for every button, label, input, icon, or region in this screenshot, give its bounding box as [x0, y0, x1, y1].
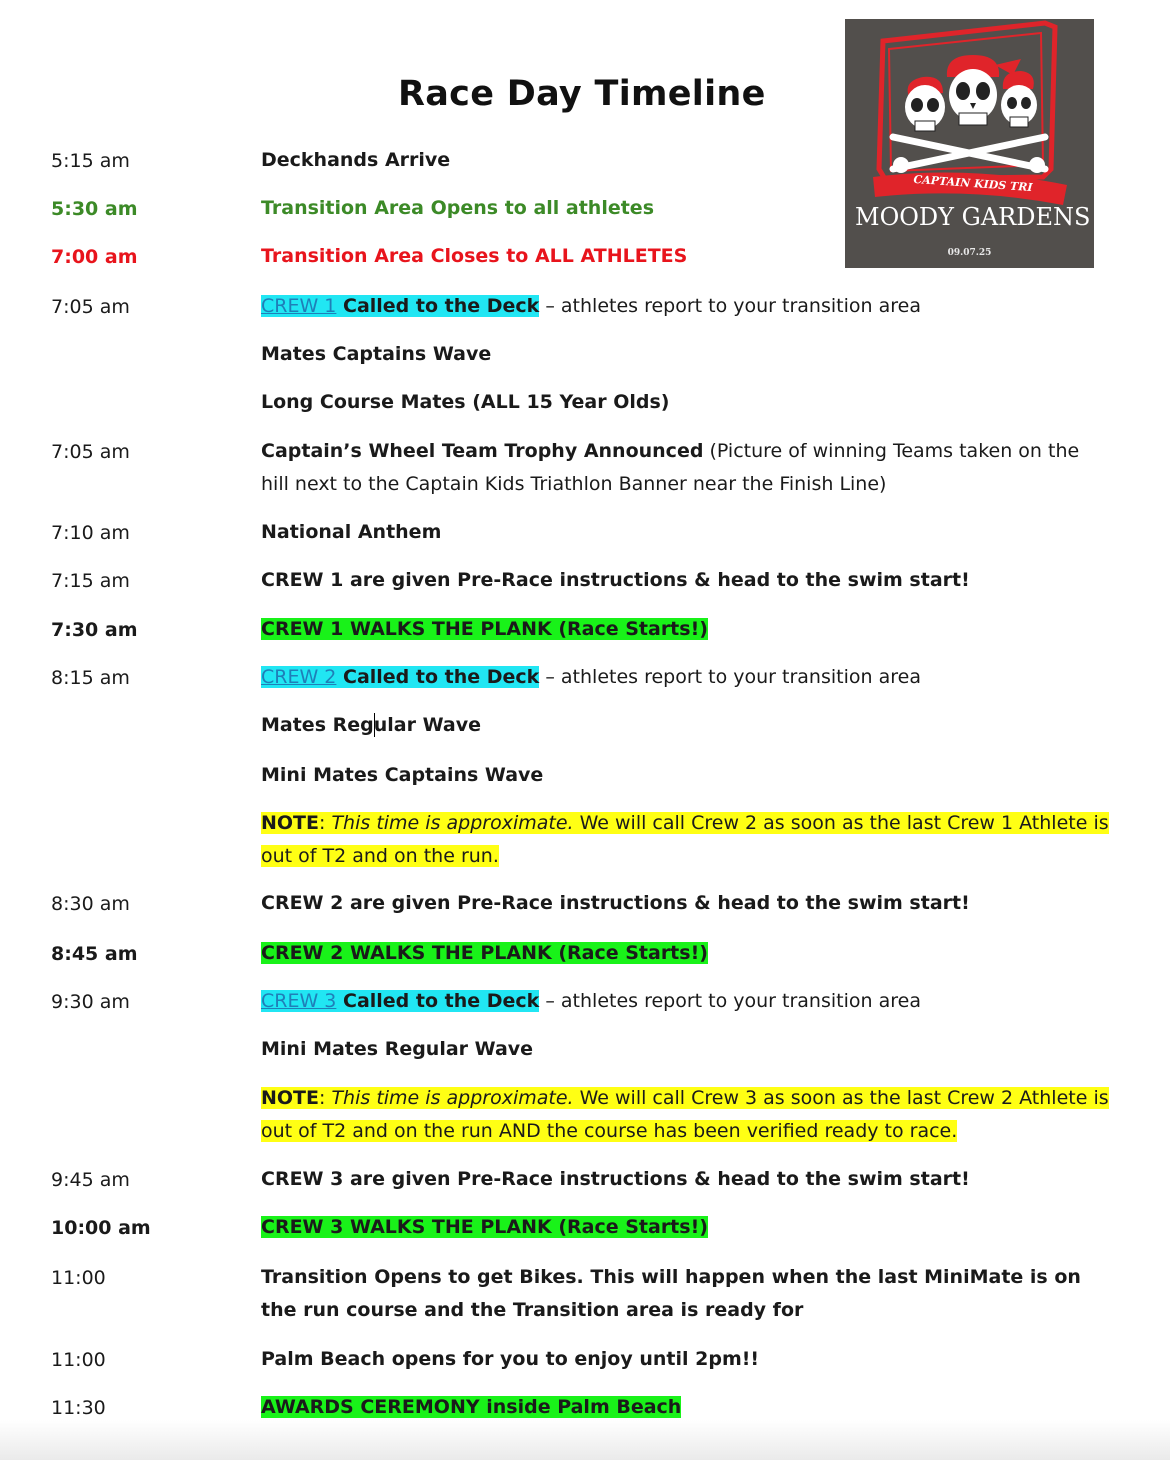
row-description: Mates Captains Wave	[261, 343, 492, 365]
called-to-deck-label: Called to the Deck	[336, 990, 540, 1012]
row-description: Transition Area Opens to all athletes	[261, 197, 655, 219]
row-description	[261, 613, 1111, 646]
row-detail: – athletes report to your transition area	[539, 990, 921, 1012]
note-italic: This time is approximate.	[331, 812, 574, 834]
row-time: 8:30 am	[51, 893, 130, 915]
note-label: NOTE	[261, 1087, 319, 1109]
row-time: 11:30	[51, 1397, 106, 1419]
row-detail: – athletes report to your transition area	[539, 295, 921, 317]
race-start-highlight: CREW 3 WALKS THE PLANK (Race Starts!)	[261, 1216, 708, 1238]
note-description	[261, 1082, 1111, 1148]
row-time: 7:05 am	[51, 441, 130, 463]
row-description: Palm Beach opens for you to enjoy until 2pm!!	[261, 1348, 760, 1370]
note-italic: This time is approximate.	[331, 1087, 574, 1109]
row-description	[261, 1211, 1111, 1244]
row-description	[261, 290, 1111, 323]
row-description	[261, 937, 1111, 970]
row-time: 9:30 am	[51, 991, 130, 1013]
row-description: CREW 2 are given Pre-Race instructions & head to the swim start!	[261, 892, 970, 914]
row-time: 8:45 am	[51, 943, 138, 965]
row-description: Long Course Mates (ALL 15 Year Olds)	[261, 391, 670, 413]
row-description: Transition Opens to get Bikes. This will happen when the last MiniMate is on the run course and the Transition area is ready for	[261, 1266, 1081, 1321]
logo-banner-text: CAPTAIN KIDS TRI	[913, 172, 1033, 195]
row-time: 11:00	[51, 1349, 106, 1371]
row-time: 9:45 am	[51, 1169, 130, 1191]
row-description	[261, 661, 1111, 694]
row-time: 5:30 am	[51, 198, 138, 220]
note-description	[261, 807, 1111, 873]
row-description: National Anthem	[261, 521, 442, 543]
row-detail: – athletes report to your transition area	[539, 666, 921, 688]
awards-highlight: AWARDS CEREMONY inside Palm Beach	[261, 1396, 682, 1418]
note-text: We will call Crew 2 as soon as the last Crew 1 Athlete is out of T2 and on the run.	[261, 812, 1109, 867]
page-bottom-shadow	[0, 1420, 1170, 1460]
note-text: We will call Crew 3 as soon as the last Crew 2 Athlete is out of T2 and on the run AND the course has been verified ready to race.	[261, 1087, 1109, 1142]
row-description: Deckhands Arrive	[261, 149, 451, 171]
note-label: NOTE	[261, 812, 319, 834]
row-time: 7:10 am	[51, 522, 130, 544]
row-description: CREW 1 are given Pre-Race instructions & head to the swim start!	[261, 569, 970, 591]
called-to-deck-label: Called to the Deck	[336, 666, 540, 688]
row-time: 10:00 am	[51, 1217, 151, 1239]
race-start-highlight: CREW 2 WALKS THE PLANK (Race Starts!)	[261, 942, 708, 964]
logo-name: MOODY GARDENS	[855, 203, 1091, 231]
page-title: Race Day Timeline	[398, 74, 766, 114]
logo-date: 09.07.25	[947, 248, 992, 258]
row-description: Mini Mates Regular Wave	[261, 1038, 534, 1060]
row-description: Mini Mates Captains Wave	[261, 764, 544, 786]
row-time: 7:30 am	[51, 619, 138, 641]
row-text-part: Mates Reg	[261, 714, 374, 736]
trophy-announcement: Captain’s Wheel Team Trophy Announced	[261, 440, 704, 462]
row-description: Transition Area Closes to ALL ATHLETES	[261, 245, 688, 267]
called-to-deck-label: Called to the Deck	[336, 295, 540, 317]
row-time: 7:15 am	[51, 570, 130, 592]
row-time: 7:05 am	[51, 296, 130, 318]
crew-2-link[interactable]: CREW 2	[261, 666, 337, 688]
row-description: CREW 3 are given Pre-Race instructions & head to the swim start!	[261, 1168, 970, 1190]
race-start-highlight: CREW 1 WALKS THE PLANK (Race Starts!)	[261, 618, 708, 640]
row-time: 7:00 am	[51, 246, 138, 268]
note-separator: :	[319, 1087, 332, 1109]
row-description[interactable]	[261, 709, 1111, 742]
row-text-part: ular Wave	[373, 714, 481, 736]
note-separator: :	[319, 812, 332, 834]
row-description	[261, 985, 1111, 1018]
row-description	[261, 435, 1111, 501]
crew-3-link[interactable]: CREW 3	[261, 990, 337, 1012]
row-detail: (Picture of winning Teams taken on the hill next to the Captain Kids Triathlon Banner near the Finish Line)	[261, 440, 1080, 495]
row-time: 8:15 am	[51, 667, 130, 689]
crew-1-link[interactable]: CREW 1	[261, 295, 337, 317]
row-time: 11:00	[51, 1267, 106, 1289]
row-time: 5:15 am	[51, 150, 130, 172]
